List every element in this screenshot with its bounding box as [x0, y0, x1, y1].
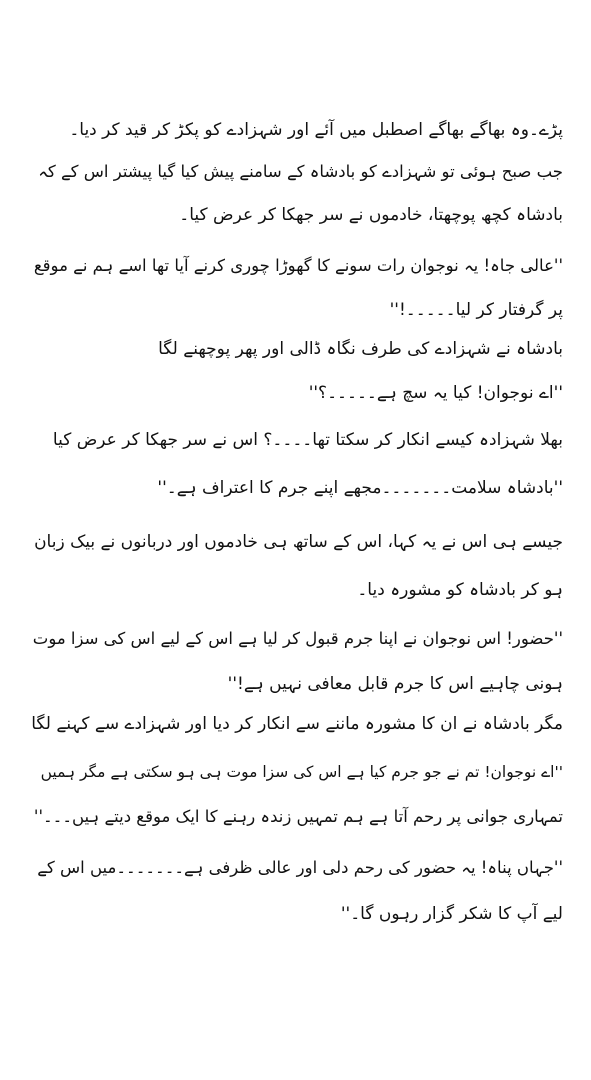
text-line: ''جہاں پناہ! یہ حضور کی رحم دلی اور عالی ظرفی ہے۔۔۔۔۔۔۔میں اس کے: [37, 858, 563, 877]
text-line: بھلا شہزادہ کیسے انکار کر سکتا تھا۔۔۔۔؟ اس نے سر جھکا کر عرض کیا: [52, 430, 563, 450]
text-line: مگر بادشاہ نے ان کا مشورہ ماننے سے انکار کر دیا اور شہزادے سے کہنے لگا: [31, 714, 563, 734]
text-line: تمہاری جوانی پر رحم آتا ہے ہم تمہیں زندہ رہنے کا ایک موقع دیتے ہیں۔۔۔'': [33, 807, 563, 826]
text-line: ''عالی جاہ! یہ نوجوان رات سونے کا گھوڑا چوری کرنے آیا تھا اسے ہم نے موقع: [33, 256, 563, 275]
text-line: پر گرفتار کر لیا۔۔۔۔۔!'': [389, 300, 563, 320]
text-line: بادشاہ کچھ پوچھتا، خادموں نے سر جھکا کر عرض کیا۔: [179, 205, 563, 225]
text-line: ''اے نوجوان! تم نے جو جرم کیا ہے اس کی سزا موت ہی ہو سکتی ہے مگر ہمیں: [40, 763, 563, 781]
text-line: ہونی چاہیے اس کا جرم قابل معافی نہیں ہے!'': [227, 674, 563, 694]
text-line: جب صبح ہوئی تو شہزادے کو بادشاہ کے سامنے پیش کیا گیا پیشتر اس کے کہ: [38, 162, 563, 181]
text-line: ''اے نوجوان! کیا یہ سچ ہے۔۔۔۔۔؟'': [308, 383, 563, 403]
text-line: لیے آپ کا شکر گزار رہوں گا۔'': [340, 904, 563, 924]
text-line: جیسے ہی اس نے یہ کہا، اس کے ساتھ ہی خادموں اور دربانوں نے بیک زبان: [34, 532, 563, 552]
text-line: ''بادشاہ سلامت۔۔۔۔۔۔۔مجھے اپنے جرم کا اعتراف ہے۔'': [157, 478, 563, 498]
text-line: ''حضور! اس نوجوان نے اپنا جرم قبول کر لیا ہے اس کے لیے اس کی سزا موت: [32, 629, 563, 648]
text-line: ہو کر بادشاہ کو مشورہ دیا۔: [357, 580, 563, 600]
text-line: پڑے۔وہ بھاگے بھاگے اصطبل میں آئے اور شہزادے کو پکڑ کر قید کر دیا۔: [69, 120, 563, 140]
text-line: بادشاہ نے شہزادے کی طرف نگاہ ڈالی اور پھر پوچھنے لگا: [158, 339, 563, 359]
